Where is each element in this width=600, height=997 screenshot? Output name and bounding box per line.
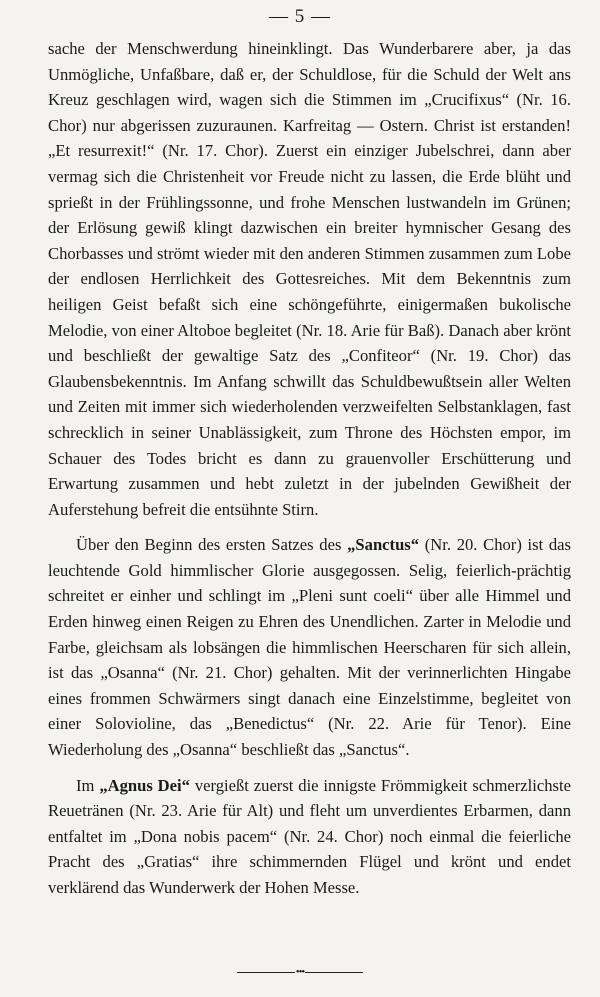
ornament-rule-right (305, 972, 363, 973)
paragraph-sanctus (48, 532, 571, 762)
ornament-dots: ••• (295, 966, 305, 978)
sanctus-heading: „Sanctus“ (347, 535, 420, 555)
paragraph-sanctus-intro: Über den Beginn des ersten Satzes des (76, 535, 348, 555)
end-ornament (0, 966, 600, 978)
paragraph-sanctus-body: (Nr. 20. Chor) ist das leuchtende Gold himmlischer Glorie ausgegossen. Selig, feierlich-prächtig schreitet er einher und schlingt im „Pleni sunt coeli“ über alle Himmel und Erden hinweg einen Reigen zu Ehren des Unendlichen. Zarter in Melodie und Farbe, gleichsam als lobsängen die himmlischen Heerscharen für sich allein, ist das „Osanna“ (Nr. 21. Chor) gehalten. Mit der verinnerlichten Hingabe eines frommen Schwärmers singt danach eine Einzelstimme, begleitet von einer Solovioline, das „Benedictus“ (Nr. 22. Arie für Tenor). Eine Wiederholung des „Osanna“ beschließt das „Sanctus“. (48, 535, 572, 760)
body-text (48, 36, 571, 901)
agnus-dei-heading: „Agnus Dei“ (99, 775, 190, 795)
paragraph-credo: sache der Menschwerdung hineinklingt. Das Wunderbarere aber, ja das Unmögliche, Unfaßbare, daß er, der Schuldlose, für die Schuld der Welt ans Kreuz geschlagen wird, wagen sich die Stimmen im „Crucifixus“ (Nr. 16. Chor) nur abgerissen zuzuraunen. Karfreitag — Ostern. Christ ist erstanden! „Et resurrexit!“ (Nr. 17. Chor). Zuerst ein einziger Jubelschrei, dann aber vermag sich die Christenheit vor Freude nicht zu lassen, die Erde blüht und sprießt in der Frühlingssonne, und frohe Menschen lustwandeln im Grünen; der Erlösung gewiß klingt dazwischen ein breiter hymnischer Gesang des Chorbasses und strömt wieder mit den anderen Stimmen zusammen zum Lobe der endlosen Herrlichkeit des Gottesreiches. Mit dem Bekenntnis zum heiligen Geist befaßt sich eine schöngeführte, einigermaßen bukolische Melodie, von einer Altoboe begleitet (Nr. 18. Arie für Baß). Danach aber krönt und beschließt der gewaltige Satz des „Confiteor“ (Nr. 19. Chor) das Glaubensbekenntnis. Im Anfang schwillt das Schuldbewußtsein aller Welten und Zeiten mit immer sich wiederholenden verzweifelten Selbstanklagen, fast schrecklich in seiner Unablässigkeit, zum Throne des Höchsten empor, im Schauer des Todes bricht es dann zu grauenvoller Erschütterung und Erwartung zusammen und hebt zuletzt in der jubelnden Gewißheit der Auferstehung befreit die entsühnte Stirn. (48, 39, 571, 519)
paragraph-agnus-dei (48, 773, 571, 901)
paragraph-agnus-intro: Im (76, 775, 100, 795)
paragraph-agnus-body: vergießt zuerst die innigste Frömmigkeit schmerzlichste Reuetränen (Nr. 23. Arie für Alt) und fleht um unverdientes Erbarmen, dann entfaltet im „Dona nobis pacem“ (Nr. 24. Chor) noch einmal die feierliche Pracht des „Gratias“ ihre schimmernden Flügel und krönt und endet verklärend das Wunderwerk der Hohen Messe. (48, 775, 571, 897)
ornament-rule-left (237, 972, 295, 973)
page-number: — 5 — (269, 6, 331, 27)
